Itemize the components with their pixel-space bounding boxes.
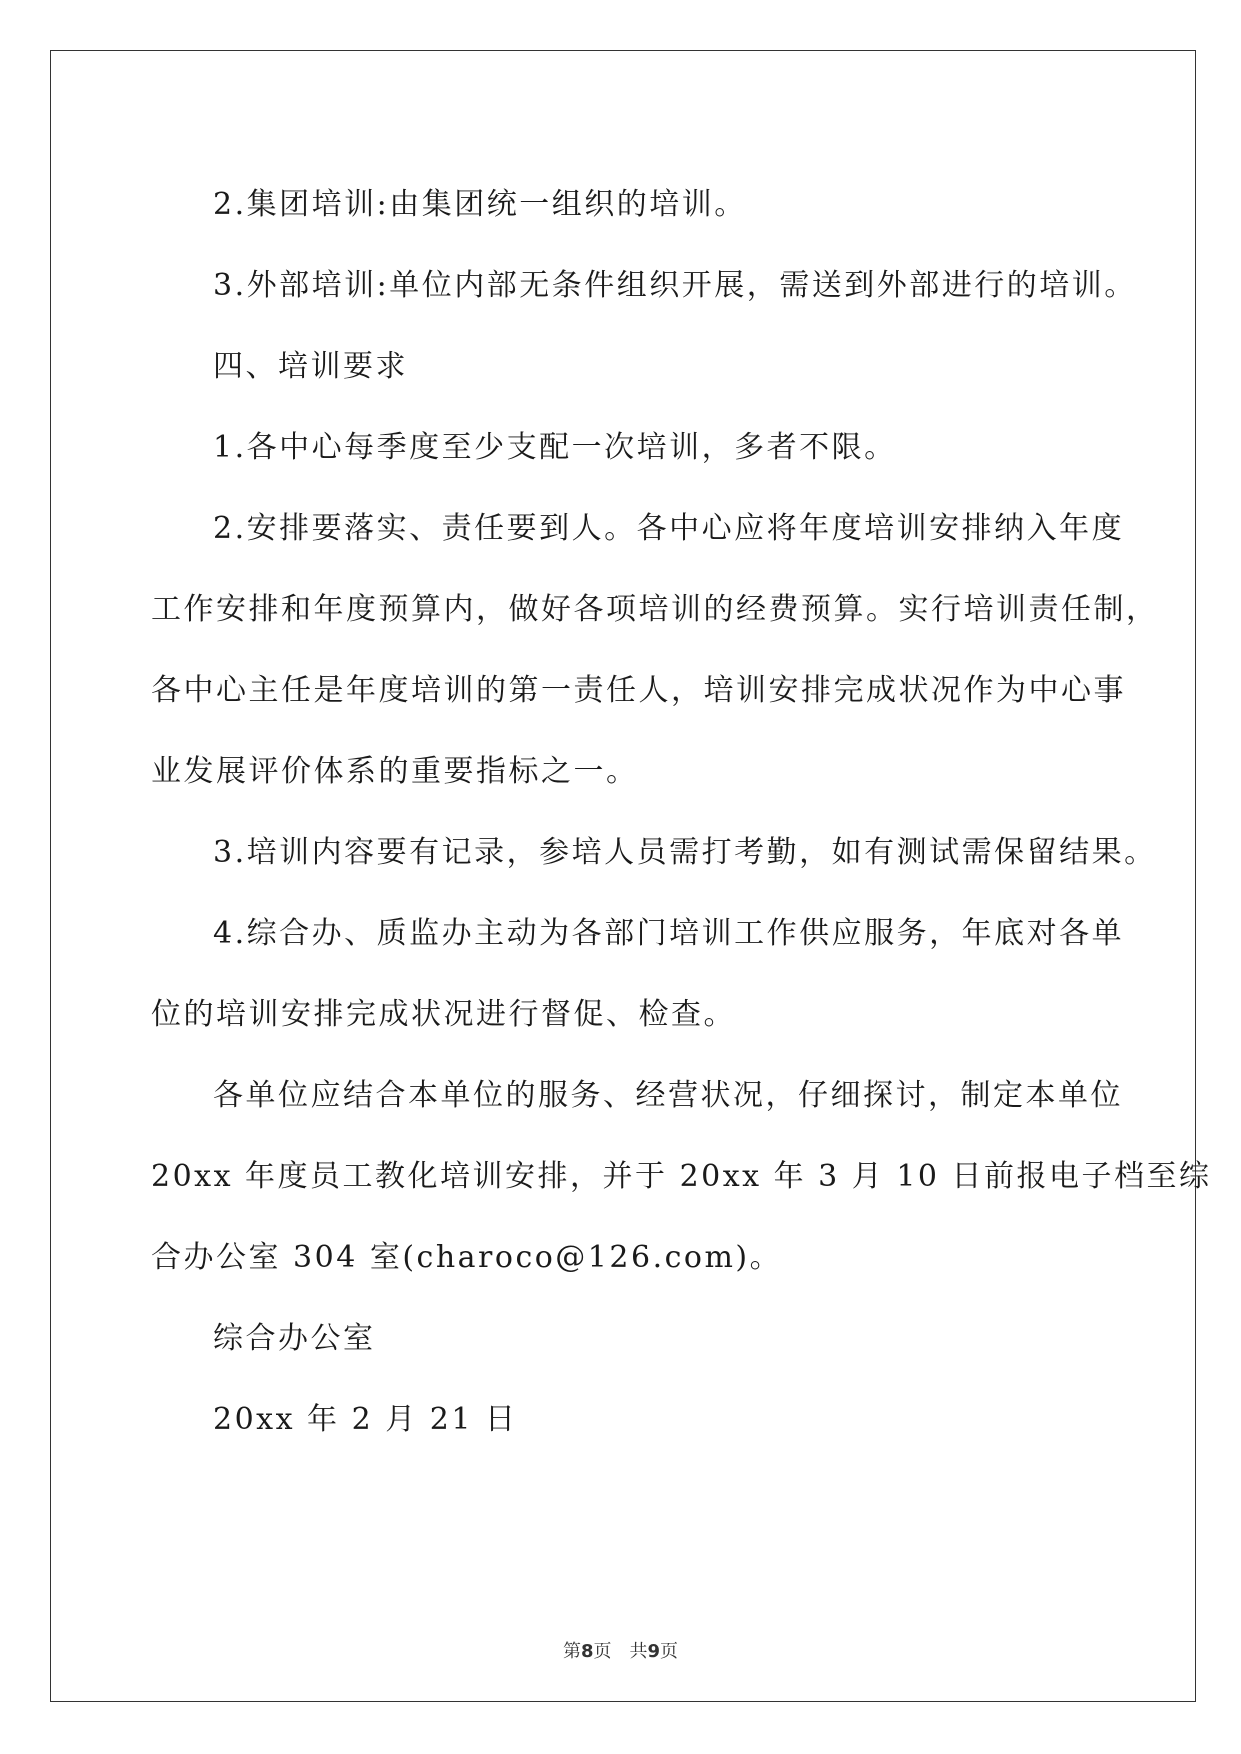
paragraph-requirement-2 [151, 488, 1159, 812]
current-page-number: 8 [580, 1641, 594, 1662]
page-number-footer [0, 1637, 1241, 1663]
text-line: 各中心主任是年度培训的第一责任人，培训安排完成状况作为中心事 [151, 673, 1126, 708]
signature-date [151, 1379, 1091, 1460]
signature-office [151, 1298, 1091, 1379]
text-line: 1.各中心每季度至少支配一次培训，多者不限。 [213, 430, 897, 465]
text-line: 位的培训安排完成状况进行督促、检查。 [151, 997, 736, 1032]
footer-prefix: 第 [562, 1641, 581, 1662]
section-heading-training-requirements [151, 326, 1091, 407]
paragraph-closing-instructions [151, 1055, 1212, 1298]
footer-suffix: 页 [660, 1641, 679, 1662]
paragraph-requirement-3 [151, 812, 1157, 893]
text-line: 3.培训内容要有记录，参培人员需打考勤，如有测试需保留结果。 [213, 835, 1157, 870]
text-line: 4.综合办、质监办主动为各部门培训工作供应服务，年底对各单 [213, 916, 1125, 951]
text-line: 合办公室 304 室(charoco@126.com)。 [151, 1240, 783, 1275]
paragraph-group-training [151, 164, 1091, 245]
document-body [151, 164, 1212, 1460]
paragraph-requirement-1 [151, 407, 1091, 488]
paragraph-external-training [151, 245, 1137, 326]
text-line: 3.外部培训:单位内部无条件组织开展，需送到外部进行的培训。 [213, 268, 1137, 303]
text-line: 2.集团培训:由集团统一组织的培训。 [213, 187, 747, 222]
footer-middle: 页 共 [593, 1641, 648, 1662]
text-line: 四、培训要求 [213, 349, 408, 384]
text-line: 综合办公室 [213, 1321, 376, 1356]
text-line: 20xx 年度员工教化培训安排，并于 20xx 年 3 月 10 日前报电子档至综 [151, 1159, 1212, 1194]
total-page-number: 9 [647, 1641, 661, 1662]
text-line: 20xx 年 2 月 21 日 [213, 1402, 518, 1437]
text-line: 工作安排和年度预算内，做好各项培训的经费预算。实行培训责任制， [151, 592, 1159, 627]
text-line: 各单位应结合本单位的服务、经营状况，仔细探讨，制定本单位 [213, 1078, 1123, 1113]
paragraph-requirement-4 [151, 893, 1125, 1055]
text-line: 2.安排要落实、责任要到人。各中心应将年度培训安排纳入年度 [213, 511, 1125, 546]
text-line: 业发展评价体系的重要指标之一。 [151, 754, 639, 789]
